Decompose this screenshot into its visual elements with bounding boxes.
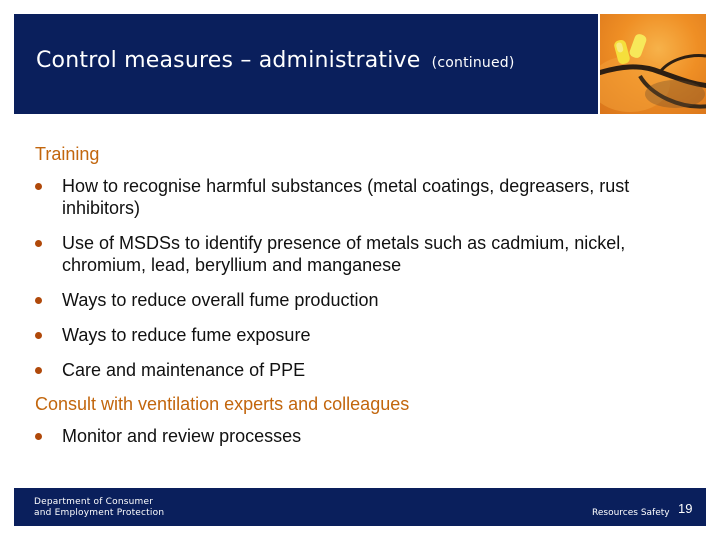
bullet-icon: [35, 183, 42, 190]
title-bar: [14, 14, 598, 114]
list-item-text: Use of MSDSs to identify presence of metals such as cadmium, nickel, chromium, lead, beryllium and manganese: [62, 233, 626, 275]
slide-body: [35, 144, 695, 460]
list-item-text: How to recognise harmful substances (metal coatings, degreasers, rust inhibitors): [62, 176, 630, 218]
slide-title: [36, 48, 515, 73]
list-item: [35, 359, 695, 381]
brand-name: Resources Safety: [592, 508, 670, 518]
bullet-icon: [35, 367, 42, 374]
list-item: [35, 324, 695, 346]
list-item-text: Ways to reduce fume exposure: [62, 325, 311, 345]
department-name: Department of Consumer and Employment Protection: [34, 497, 165, 518]
slide-title-subtitle: (continued): [431, 55, 515, 71]
safety-glasses-photo: [600, 14, 706, 114]
footer-bar: [14, 488, 706, 526]
list-item: [35, 232, 695, 276]
list-item: [35, 425, 695, 447]
safety-glasses-earplugs-illustration: [600, 14, 706, 114]
list-item: [35, 175, 695, 219]
section-heading-consult: Consult with ventilation experts and colleagues: [35, 394, 410, 414]
slide-title-main: Control measures – administrative: [36, 48, 421, 73]
section-heading-training: Training: [35, 144, 100, 164]
list-item-text: Ways to reduce overall fume production: [62, 290, 379, 310]
bullet-icon: [35, 332, 42, 339]
list-item-text: Care and maintenance of PPE: [62, 360, 306, 380]
list-item-text: Monitor and review processes: [62, 426, 302, 446]
bullet-icon: [35, 433, 42, 440]
bullet-icon: [35, 297, 42, 304]
bullet-icon: [35, 240, 42, 247]
page-number: 19: [678, 501, 693, 516]
list-item: [35, 289, 695, 311]
